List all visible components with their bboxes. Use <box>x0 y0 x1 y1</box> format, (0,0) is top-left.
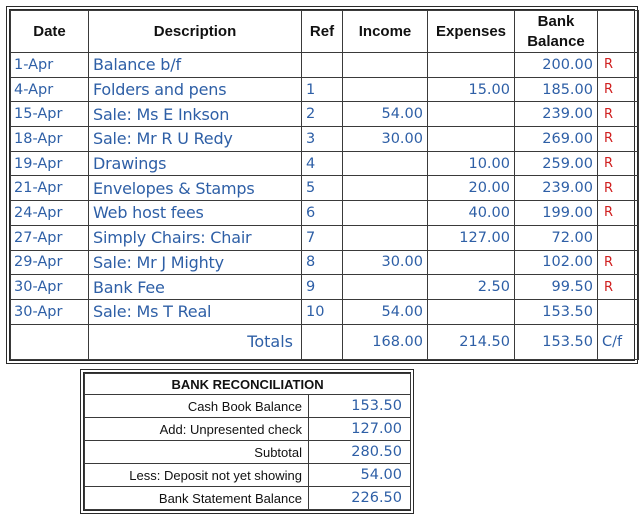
totals-label: Totals <box>89 324 302 359</box>
entry-ref: 9 <box>302 275 343 300</box>
entry-bank-balance: 259.00 <box>515 151 598 176</box>
reconciliation-value: 226.50 <box>309 487 411 510</box>
entry-description: Sale: Mr J Mighty <box>89 250 302 275</box>
reconciliation-line <box>85 395 411 418</box>
entry-description: Bank Fee <box>89 275 302 300</box>
entry-income: 54.00 <box>343 299 428 324</box>
reconciliation-value: 153.50 <box>309 395 411 418</box>
table-row <box>11 151 639 176</box>
entry-description: Sale: Mr R U Redy <box>89 127 302 152</box>
entry-ref: 7 <box>302 225 343 250</box>
entry-expenses <box>428 127 515 152</box>
entry-ref: 6 <box>302 201 343 226</box>
entry-date: 30-Apr <box>11 299 89 324</box>
table-row <box>11 53 639 78</box>
entry-bank-balance: 99.50 <box>515 275 598 300</box>
bank-reconciliation-inner-border <box>83 372 411 511</box>
reconciled-mark: R <box>598 77 639 102</box>
entry-income <box>343 225 428 250</box>
table-row <box>11 250 639 275</box>
table-row <box>11 201 639 226</box>
entry-ref <box>302 53 343 78</box>
reconciled-mark: R <box>598 151 639 176</box>
entry-bank-balance: 200.00 <box>515 53 598 78</box>
entry-income <box>343 275 428 300</box>
entry-description: Sale: Ms E Inkson <box>89 102 302 127</box>
reconciliation-line <box>85 464 411 487</box>
header-bank-balance-line1: Bank <box>537 12 575 30</box>
entry-income <box>343 201 428 226</box>
reconciliation-line <box>85 487 411 510</box>
entry-bank-balance: 239.00 <box>515 102 598 127</box>
table-row <box>11 299 639 324</box>
header-ref: Ref <box>302 11 343 53</box>
entry-bank-balance: 185.00 <box>515 77 598 102</box>
reconciliation-title-row <box>85 374 411 395</box>
entry-description: Sale: Ms T Real <box>89 299 302 324</box>
reconciliation-label: Less: Deposit not yet showing <box>85 464 309 487</box>
entry-income <box>343 77 428 102</box>
entry-ref: 1 <box>302 77 343 102</box>
entry-date: 29-Apr <box>11 250 89 275</box>
bank-reconciliation-box <box>80 369 414 514</box>
reconciled-mark: R <box>598 53 639 78</box>
entry-expenses: 40.00 <box>428 201 515 226</box>
header-bank-balance <box>515 11 598 53</box>
table-row <box>11 275 639 300</box>
entry-description: Envelopes & Stamps <box>89 176 302 201</box>
reconciled-mark: R <box>598 176 639 201</box>
entry-expenses: 2.50 <box>428 275 515 300</box>
entry-date: 1-Apr <box>11 53 89 78</box>
reconciled-mark <box>598 225 639 250</box>
table-row <box>11 102 639 127</box>
entry-ref: 10 <box>302 299 343 324</box>
reconciled-mark: R <box>598 250 639 275</box>
entry-bank-balance: 102.00 <box>515 250 598 275</box>
entry-description: Drawings <box>89 151 302 176</box>
reconciliation-value: 127.00 <box>309 418 411 441</box>
entry-bank-balance: 153.50 <box>515 299 598 324</box>
totals-date-cell <box>11 324 89 359</box>
entry-income <box>343 53 428 78</box>
entry-income <box>343 176 428 201</box>
header-description: Description <box>89 11 302 53</box>
entry-date: 27-Apr <box>11 225 89 250</box>
entry-description: Folders and pens <box>89 77 302 102</box>
entry-ref: 3 <box>302 127 343 152</box>
entry-date: 19-Apr <box>11 151 89 176</box>
totals-ref-cell <box>302 324 343 359</box>
entry-bank-balance: 239.00 <box>515 176 598 201</box>
cash-book-grid <box>10 10 639 360</box>
table-row <box>11 77 639 102</box>
entry-expenses <box>428 53 515 78</box>
reconciliation-label: Cash Book Balance <box>85 395 309 418</box>
entry-description: Simply Chairs: Chair <box>89 225 302 250</box>
entry-date: 18-Apr <box>11 127 89 152</box>
table-row <box>11 225 639 250</box>
reconciliation-value: 54.00 <box>309 464 411 487</box>
header-row <box>11 11 639 53</box>
entry-income: 30.00 <box>343 127 428 152</box>
entry-expenses: 10.00 <box>428 151 515 176</box>
reconciliation-label: Bank Statement Balance <box>85 487 309 510</box>
header-income: Income <box>343 11 428 53</box>
entry-ref: 5 <box>302 176 343 201</box>
entry-date: 4-Apr <box>11 77 89 102</box>
reconciliation-line <box>85 441 411 464</box>
reconciled-mark: R <box>598 102 639 127</box>
totals-carried-forward: C/f <box>598 324 639 359</box>
entry-bank-balance: 72.00 <box>515 225 598 250</box>
header-date: Date <box>11 11 89 53</box>
cash-book-table <box>6 6 638 364</box>
table-row <box>11 176 639 201</box>
entry-expenses <box>428 299 515 324</box>
entry-income <box>343 151 428 176</box>
entry-expenses <box>428 250 515 275</box>
entry-date: 21-Apr <box>11 176 89 201</box>
reconciled-mark: R <box>598 127 639 152</box>
entry-expenses: 20.00 <box>428 176 515 201</box>
entry-expenses: 127.00 <box>428 225 515 250</box>
reconciliation-label: Add: Unpresented check <box>85 418 309 441</box>
entry-date: 15-Apr <box>11 102 89 127</box>
totals-income: 168.00 <box>343 324 428 359</box>
entry-date: 24-Apr <box>11 201 89 226</box>
reconciliation-label: Subtotal <box>85 441 309 464</box>
entry-expenses <box>428 102 515 127</box>
cash-book-body <box>11 53 639 325</box>
reconciled-mark <box>598 299 639 324</box>
entry-income: 30.00 <box>343 250 428 275</box>
reconciliation-title: BANK RECONCILIATION <box>85 374 411 395</box>
header-bank-balance-line2: Balance <box>527 32 585 50</box>
reconciliation-line <box>85 418 411 441</box>
header-flag <box>598 11 639 53</box>
entry-bank-balance: 199.00 <box>515 201 598 226</box>
entry-description: Balance b/f <box>89 53 302 78</box>
reconciliation-value: 280.50 <box>309 441 411 464</box>
totals-balance: 153.50 <box>515 324 598 359</box>
reconciled-mark: R <box>598 201 639 226</box>
cash-book-inner-border <box>9 9 635 361</box>
entry-ref: 8 <box>302 250 343 275</box>
totals-row <box>11 324 639 359</box>
header-expenses: Expenses <box>428 11 515 53</box>
reconciled-mark: R <box>598 275 639 300</box>
entry-ref: 2 <box>302 102 343 127</box>
bank-reconciliation-table <box>84 373 411 510</box>
table-row <box>11 127 639 152</box>
entry-ref: 4 <box>302 151 343 176</box>
entry-description: Web host fees <box>89 201 302 226</box>
entry-income: 54.00 <box>343 102 428 127</box>
entry-date: 30-Apr <box>11 275 89 300</box>
entry-expenses: 15.00 <box>428 77 515 102</box>
totals-expenses: 214.50 <box>428 324 515 359</box>
entry-bank-balance: 269.00 <box>515 127 598 152</box>
